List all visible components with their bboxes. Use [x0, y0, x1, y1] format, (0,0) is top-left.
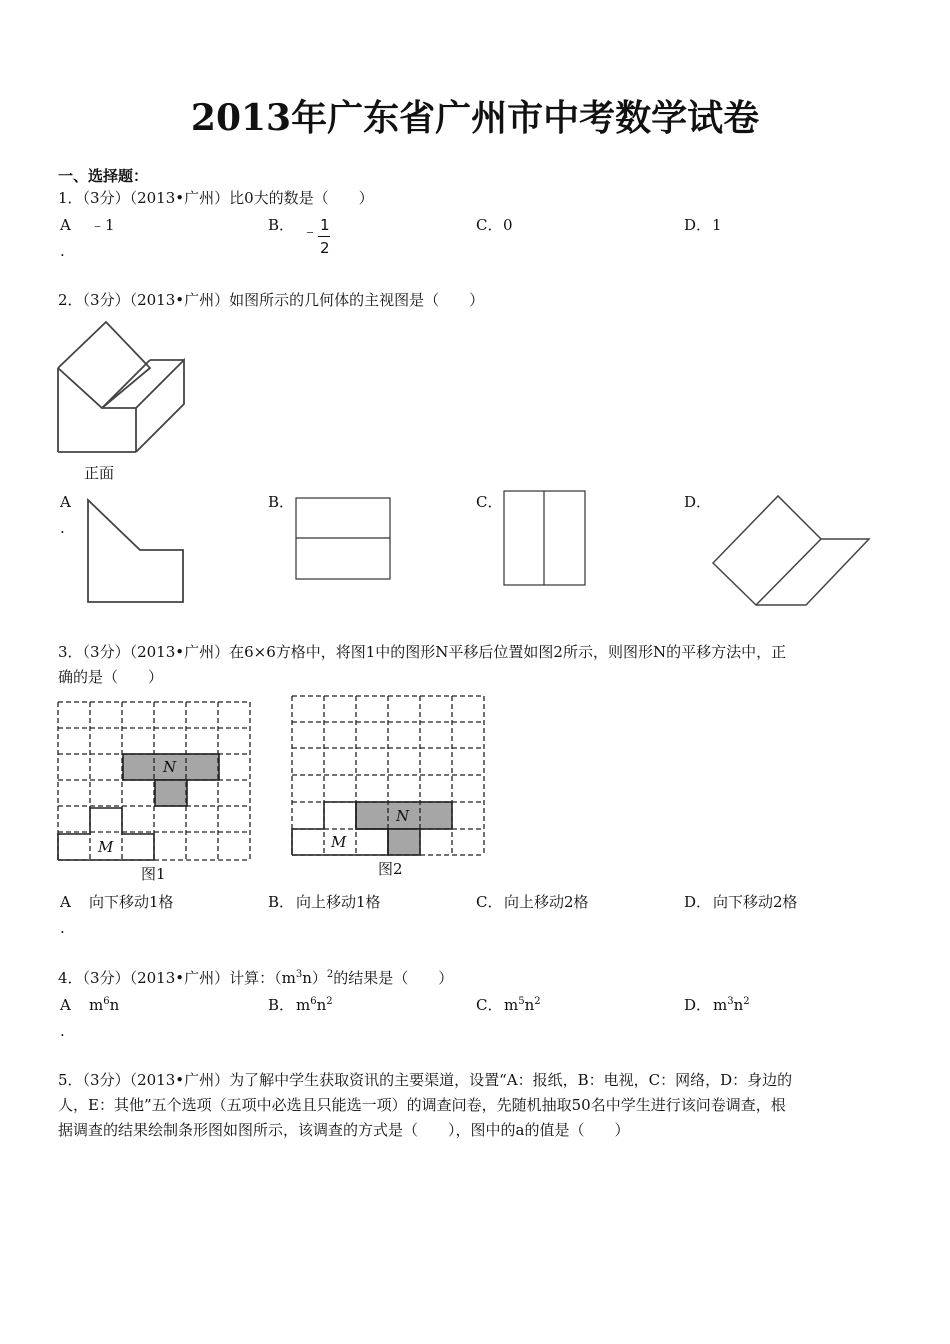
question-3-stem-line1: 3．（3分）（2013•广州）在6×6方格中，将图1中的图形N平移后位置如图2所示，则图形N的平移方法中，正	[58, 643, 787, 661]
q1-option-a-dot: .	[60, 242, 65, 260]
q4-option-a-text: $m^6n$	[89, 996, 120, 1014]
q3-option-a-dot: .	[60, 919, 65, 937]
fig2-shape-m-label: M	[331, 833, 347, 851]
q1-option-a-label: A	[60, 216, 71, 234]
q3-option-d-label: D．	[684, 893, 712, 911]
q2-option-d-label: D．	[684, 493, 712, 511]
q3-option-c-text: 向上移动2格	[504, 893, 589, 911]
front-view-label: 正面	[84, 464, 115, 482]
q3-option-b-label: B．	[268, 893, 295, 911]
q4-option-d-label: D．	[684, 996, 712, 1014]
section-heading: 一、选择题：	[58, 167, 149, 185]
q2-option-c-label: C．	[476, 493, 503, 511]
q4-option-a-dot: .	[60, 1022, 65, 1040]
fig1-caption: 图1	[141, 865, 166, 883]
q4-option-c-label: C．	[476, 996, 503, 1014]
q4-option-b-label: B．	[268, 996, 295, 1014]
q1-option-d-label: D．	[684, 216, 712, 234]
q1-option-b-minus: ﹣	[302, 221, 319, 240]
q1-option-a-text: ﹣1	[90, 216, 115, 234]
q4-option-c-text: $m^5n^2$	[504, 996, 541, 1014]
page-title: 2013年广东省广州市中考数学试卷	[190, 97, 760, 139]
q1-option-b-denominator: 2	[320, 239, 330, 257]
q4-option-a-label: A	[60, 996, 71, 1014]
q3-option-c-label: C．	[476, 893, 503, 911]
question-3-stem-line2: 确的是（ ）	[58, 668, 164, 686]
q2-option-b-label: B．	[268, 493, 295, 511]
q3-option-b-text: 向上移动1格	[296, 893, 381, 911]
q1-option-c-label: C．	[476, 216, 503, 234]
fig2-shape-n-label: N	[396, 807, 410, 825]
q3-option-a-text: 向下移动1格	[89, 893, 174, 911]
question-1-stem: 1．（3分）（2013•广州）比0大的数是（ ）	[58, 189, 374, 207]
question-5-line2: 人，E：其他”五个选项（五项中必选且只能选一项）的调查问卷，先随机抽取50名中学生进行该问卷调查，根	[58, 1096, 786, 1114]
q2-option-a-dot: .	[60, 519, 65, 537]
question-5-line1: 5．（3分）（2013•广州）为了解中学生获取资讯的主要渠道，设置“A：报纸，B：电视，C：网络，D：身边的	[58, 1071, 793, 1089]
fig2-caption: 图2	[378, 860, 403, 878]
q3-option-a-label: A	[60, 893, 71, 911]
q1-option-b-numerator: 1	[320, 216, 330, 234]
q4-option-b-text: $m^6n^2$	[296, 996, 333, 1014]
q3-option-d-text: 向下移动2格	[713, 893, 798, 911]
question-4-stem: 4．（3分）（2013•广州）计算：$(m^3n)^2$的结果是（ ）	[58, 969, 454, 987]
fig1-shape-n-label: N	[163, 758, 177, 776]
question-5-line3: 据调查的结果绘制条形图如图所示，该调查的方式是（ ），图中的a的值是（ ）	[58, 1121, 630, 1139]
q2-option-a-label: A	[60, 493, 71, 511]
question-2-stem: 2．（3分）（2013•广州）如图所示的几何体的主视图是（ ）	[58, 291, 485, 309]
q1-option-b-label: B．	[268, 216, 295, 234]
q4-option-d-text: $m^3n^2$	[713, 996, 750, 1014]
q1-option-d-text: 1	[712, 216, 722, 234]
fig1-shape-m-label: M	[98, 838, 114, 856]
q1-option-c-text: 0	[503, 216, 513, 234]
